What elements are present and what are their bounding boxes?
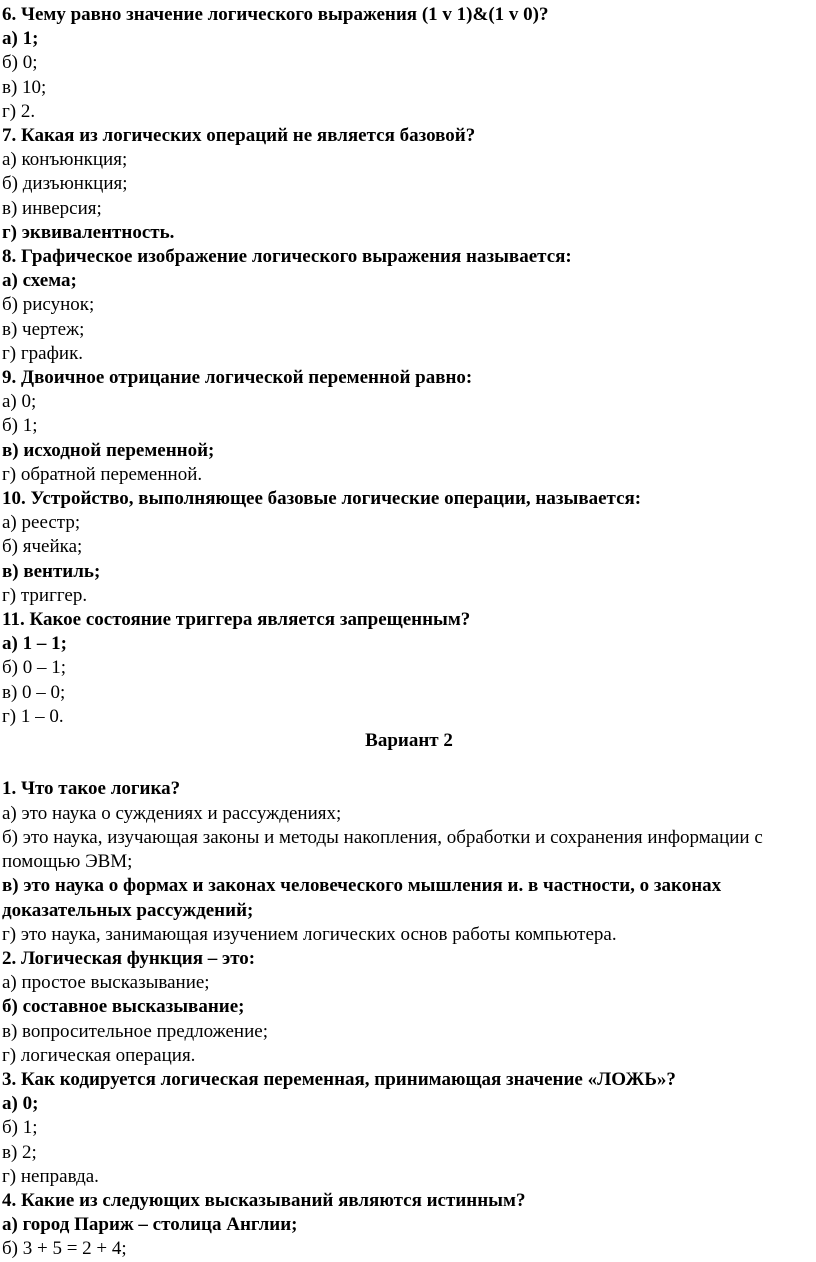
answer-option: б) 3 + 5 = 2 + 4; — [2, 1238, 127, 1260]
blank-line — [2, 753, 816, 777]
answer-option: в) 10; — [2, 76, 47, 98]
answer-option: г) триггер. — [2, 584, 88, 606]
answer-option: в) инверсия; — [2, 197, 102, 219]
answer-option: а) 0; — [2, 1093, 39, 1115]
answer-option: в) 2; — [2, 1141, 37, 1163]
answer-option: б) составное высказывание; — [2, 996, 245, 1018]
question-text: 2. Логическая функция – это: — [2, 947, 256, 969]
answer-option: в) вентиль; — [2, 560, 101, 582]
answer-option: б) это наука, изучающая законы и методы накопления, обработки и сохранения информации с помощью ЭВМ; — [2, 826, 763, 873]
answer-option: г) логическая операция. — [2, 1044, 196, 1066]
answer-option: а) 0; — [2, 391, 37, 413]
answer-option: г) неправда. — [2, 1165, 99, 1187]
answer-option: в) исходной переменной; — [2, 439, 215, 461]
question-text: 3. Как кодируется логическая переменная, принимающая значение «ЛОЖЬ»? — [2, 1068, 676, 1090]
answer-option: а) конъюнкция; — [2, 149, 128, 171]
question-block-variant-2 — [2, 777, 816, 1261]
answer-option: г) 1 – 0. — [2, 705, 64, 727]
answer-option: б) дизъюнкция; — [2, 173, 128, 195]
answer-option: г) это наука, занимающая изучением логических основ работы компьютера. — [2, 923, 617, 945]
answer-option: в) чертеж; — [2, 318, 85, 340]
answer-option: г) обратной переменной. — [2, 463, 203, 485]
answer-option: в) это наука о формах и законах человеческого мышления и. в частности, о законах доказательных рассуждений; — [2, 875, 722, 921]
answer-option: г) 2. — [2, 100, 36, 122]
answer-option: а) 1 – 1; — [2, 633, 67, 655]
answer-option: а) город Париж – столица Англии; — [2, 1214, 298, 1236]
answer-option: г) график. — [2, 342, 84, 364]
answer-option: б) 0 – 1; — [2, 657, 67, 679]
question-text: 6. Чему равно значение логического выражения (1 v 1)&(1 v 0)? — [2, 4, 549, 25]
answer-option: а) это наука о суждениях и рассуждениях; — [2, 802, 342, 824]
answer-option: б) 0; — [2, 52, 38, 74]
answer-option: г) эквивалентность. — [2, 221, 175, 243]
variant-heading: Вариант 2 — [365, 730, 453, 752]
answer-option: б) рисунок; — [2, 294, 95, 316]
answer-option: б) 1; — [2, 1117, 38, 1139]
question-text: 10. Устройство, выполняющее базовые логические операции, называется: — [2, 488, 642, 510]
answer-option: а) реестр; — [2, 512, 81, 534]
question-text: 8. Графическое изображение логического выражения называется: — [2, 246, 572, 268]
question-text: 11. Какое состояние триггера является запрещенным? — [2, 609, 471, 631]
question-text: 4. Какие из следующих высказываний являются истинным? — [2, 1189, 526, 1211]
answer-option: б) 1; — [2, 415, 38, 437]
answer-option: б) ячейка; — [2, 536, 83, 558]
question-text: 7. Какая из логических операций не является базовой? — [2, 125, 476, 147]
answer-option: а) простое высказывание; — [2, 972, 210, 994]
answer-option: а) 1; — [2, 28, 39, 50]
question-block-variant-1 — [2, 3, 816, 729]
answer-option: в) 0 – 0; — [2, 681, 66, 703]
question-text: 9. Двоичное отрицание логической переменной равно: — [2, 367, 473, 389]
answer-option: в) вопросительное предложение; — [2, 1020, 268, 1042]
answer-option: а) схема; — [2, 270, 77, 292]
question-text: 1. Что такое логика? — [2, 778, 181, 800]
